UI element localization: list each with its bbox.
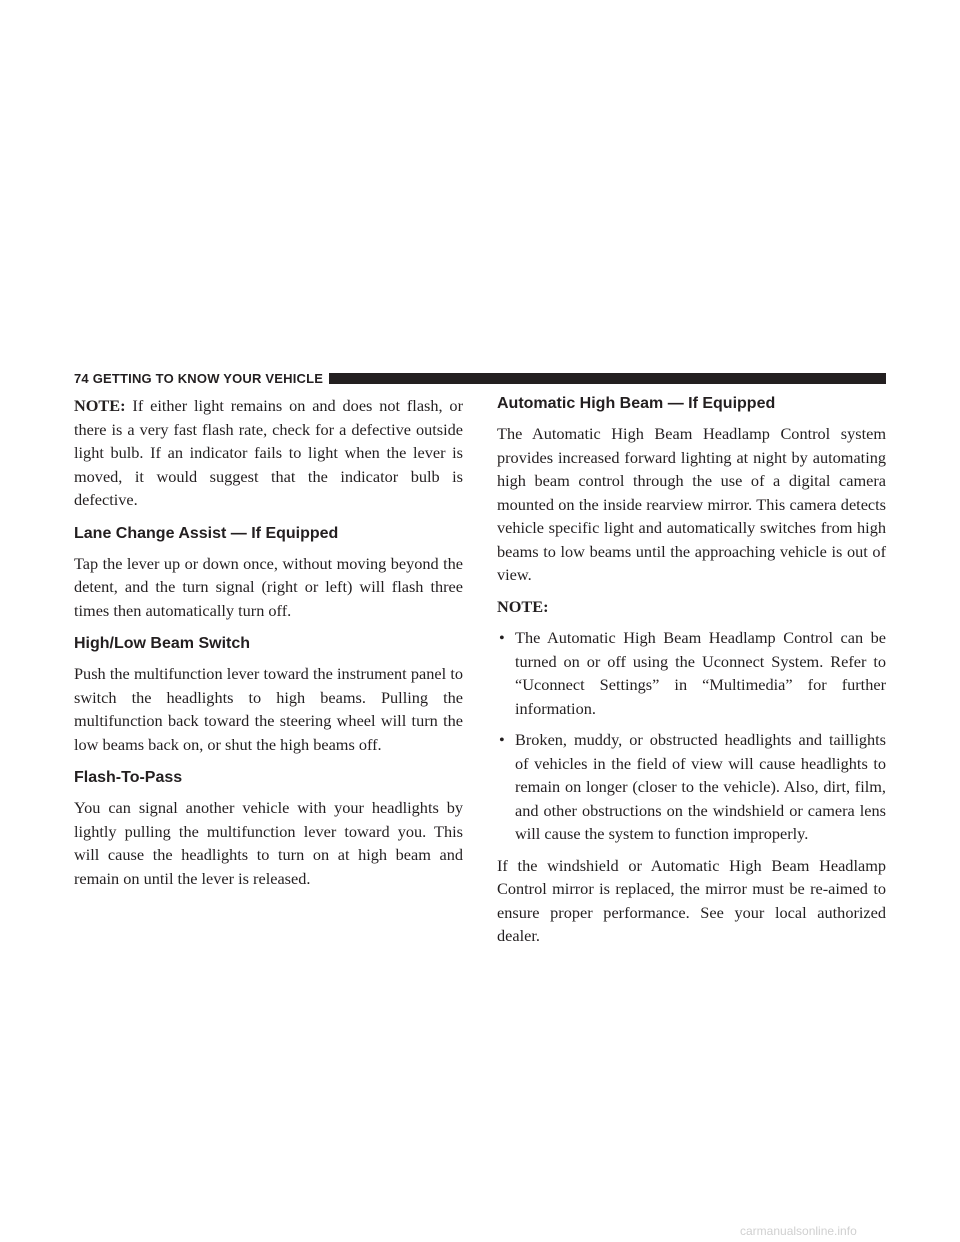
header-rule: [329, 373, 886, 384]
bullet-icon: •: [499, 628, 505, 647]
section-heading-high-low-beam: High/Low Beam Switch: [74, 635, 251, 652]
note-label: NOTE:: [497, 596, 549, 616]
section-body-high-low-beam: Push the multifunction lever toward the instrument panel to switch the headlights to high beams. Pulling the multifunction back toward the steering wheel will turn the low beams back on, or shut the high beams off.: [74, 664, 463, 754]
page-number: 74: [74, 370, 89, 386]
page-header-label: [74, 371, 323, 386]
list-item: [497, 626, 886, 720]
note-bullet-list: [497, 626, 886, 846]
auto-high-beam-closing: If the windshield or Automatic High Beam Headlamp Control mirror is replaced, the mirror must be re-aimed to ensure proper performance. See your local authorized dealer.: [497, 855, 886, 945]
auto-high-beam-note: [497, 595, 886, 619]
left-column: [74, 394, 463, 898]
page-header: [74, 370, 886, 386]
section-title: GETTING TO KNOW YOUR VEHICLE: [92, 370, 324, 386]
note-paragraph: [74, 394, 463, 512]
list-item: [497, 728, 886, 846]
section-heading-lane-change: Lane Change Assist — If Equipped: [74, 524, 339, 542]
section-heading-auto-high-beam: Automatic High Beam — If Equipped: [497, 395, 776, 412]
list-item-text: The Automatic High Beam Headlamp Control can be turned on or off using the Uconnect System. Refer to “Uconnect Settings” in “Multimedia” for further information.: [515, 628, 886, 718]
watermark-text: carmanualsonline.info: [740, 1224, 857, 1238]
list-item-text: Broken, muddy, or obstructed headlights and taillights of vehicles in the field of view will cause headlights to remain on longer (closer to the vehicle). Also, dirt, film, and other obstructions on the windshield or camera lens will cause the system to function improperly.: [515, 730, 886, 843]
right-column: [497, 394, 886, 956]
bullet-icon: •: [499, 730, 505, 749]
note-text: If either light remains on and does not flash, or there is a very fast flash rate, check for a defective outside light bulb. If an indicator fails to light when the lever is moved, it would suggest that the indicator bulb is defective.: [74, 396, 463, 509]
section-body-flash-to-pass: You can signal another vehicle with your headlights by lightly pulling the multifunction lever toward you. This will cause the headlights to turn on at high beam and remain on until the lever is released.: [74, 798, 463, 888]
auto-high-beam-intro: The Automatic High Beam Headlamp Control system provides increased forward lighting at night by automating high beam control through the use of a digital camera mounted on the inside rearview mirror. This camera detects vehicle specific light and automatically switches from high beams to low beams until the approaching vehicle is out of view.: [497, 424, 886, 584]
note-label: NOTE:: [74, 396, 126, 415]
section-heading-flash-to-pass: Flash-To-Pass: [74, 769, 183, 786]
section-body-lane-change: Tap the lever up or down once, without moving beyond the detent, and the turn signal (right or left) will flash three times then automatically turn off.: [74, 553, 463, 620]
